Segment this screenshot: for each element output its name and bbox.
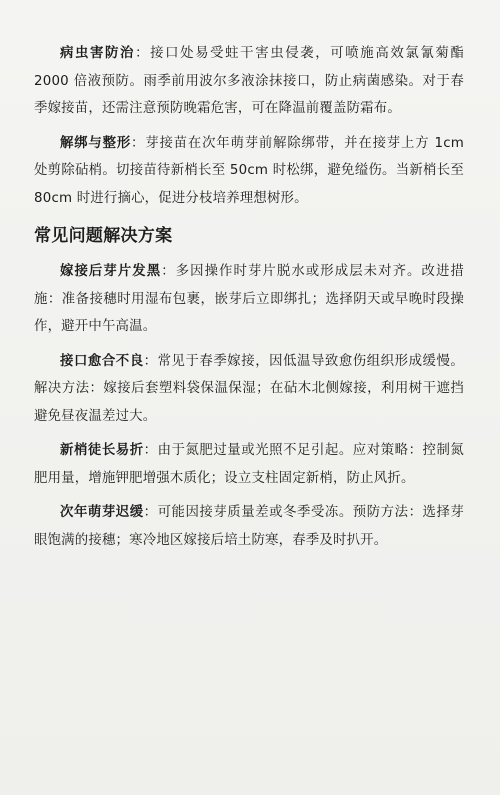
paragraph-text: ：芽接苗在次年萌芽前解除绑带，并在接芽上方 1cm 处剪除砧梢。切接苗待新梢长至 50cm 时松绑，避免缢伤。当新梢长至 80cm 时进行摘心，促进分枝培养理想树形。 <box>34 135 465 206</box>
paragraph-text: ：常见于春季嫁接，因低温导致愈伤组织形成缓慢。解决方法：嫁接后套塑料袋保温保湿；在砧木北侧嫁接，利用树干遮挡避免昼夜温差过大。 <box>34 353 464 424</box>
paragraph-poor-healing <box>34 348 464 431</box>
paragraph-text: ：接口处易受蛀干害虫侵袭，可喷施高效氯氰菊酯 2000 倍液预防。雨季前用波尔多液涂抹接口，防止病菌感染。对于春季嫁接苗，还需注意预防晚霜危害，可在降温前覆盖防霜布。 <box>34 46 464 116</box>
paragraph-lead: 嫁接后芽片发黑 <box>60 264 162 279</box>
paragraph-lead: 接口愈合不良 <box>60 353 144 369</box>
paragraph-lead: 次年萌芽迟缓 <box>60 505 144 520</box>
paragraph-text: ：由于氮肥过量或光照不足引起。应对策略：控制氮肥用量，增施钾肥增强木质化；设立支柱固定新梢，防止风折。 <box>34 443 464 486</box>
paragraph-unbinding-shaping <box>34 130 464 213</box>
paragraph-bud-blackening <box>34 258 464 341</box>
paragraph-shoot-overgrowth <box>34 437 464 492</box>
paragraph-text: ：可能因接芽质量差或冬季受冻。预防方法：选择芽眼饱满的接穗；寒冷地区嫁接后培土防寒，春季及时扒开。 <box>34 505 464 548</box>
paragraph-lead: 解绑与整形 <box>60 135 132 151</box>
paragraph-delayed-sprouting <box>34 499 464 554</box>
paragraph-lead: 病虫害防治 <box>60 46 136 61</box>
paragraph-pest-control <box>34 40 464 123</box>
paragraph-lead: 新梢徒长易折 <box>60 443 144 458</box>
paragraph-text: ：多因操作时芽片脱水或形成层未对齐。改进措施：准备接穗时用湿布包裹，嵌芽后立即绑扎；选择阴天或早晚时段操作，避开中午高温。 <box>34 264 464 334</box>
section-heading: 常见问题解决方案 <box>34 226 173 246</box>
